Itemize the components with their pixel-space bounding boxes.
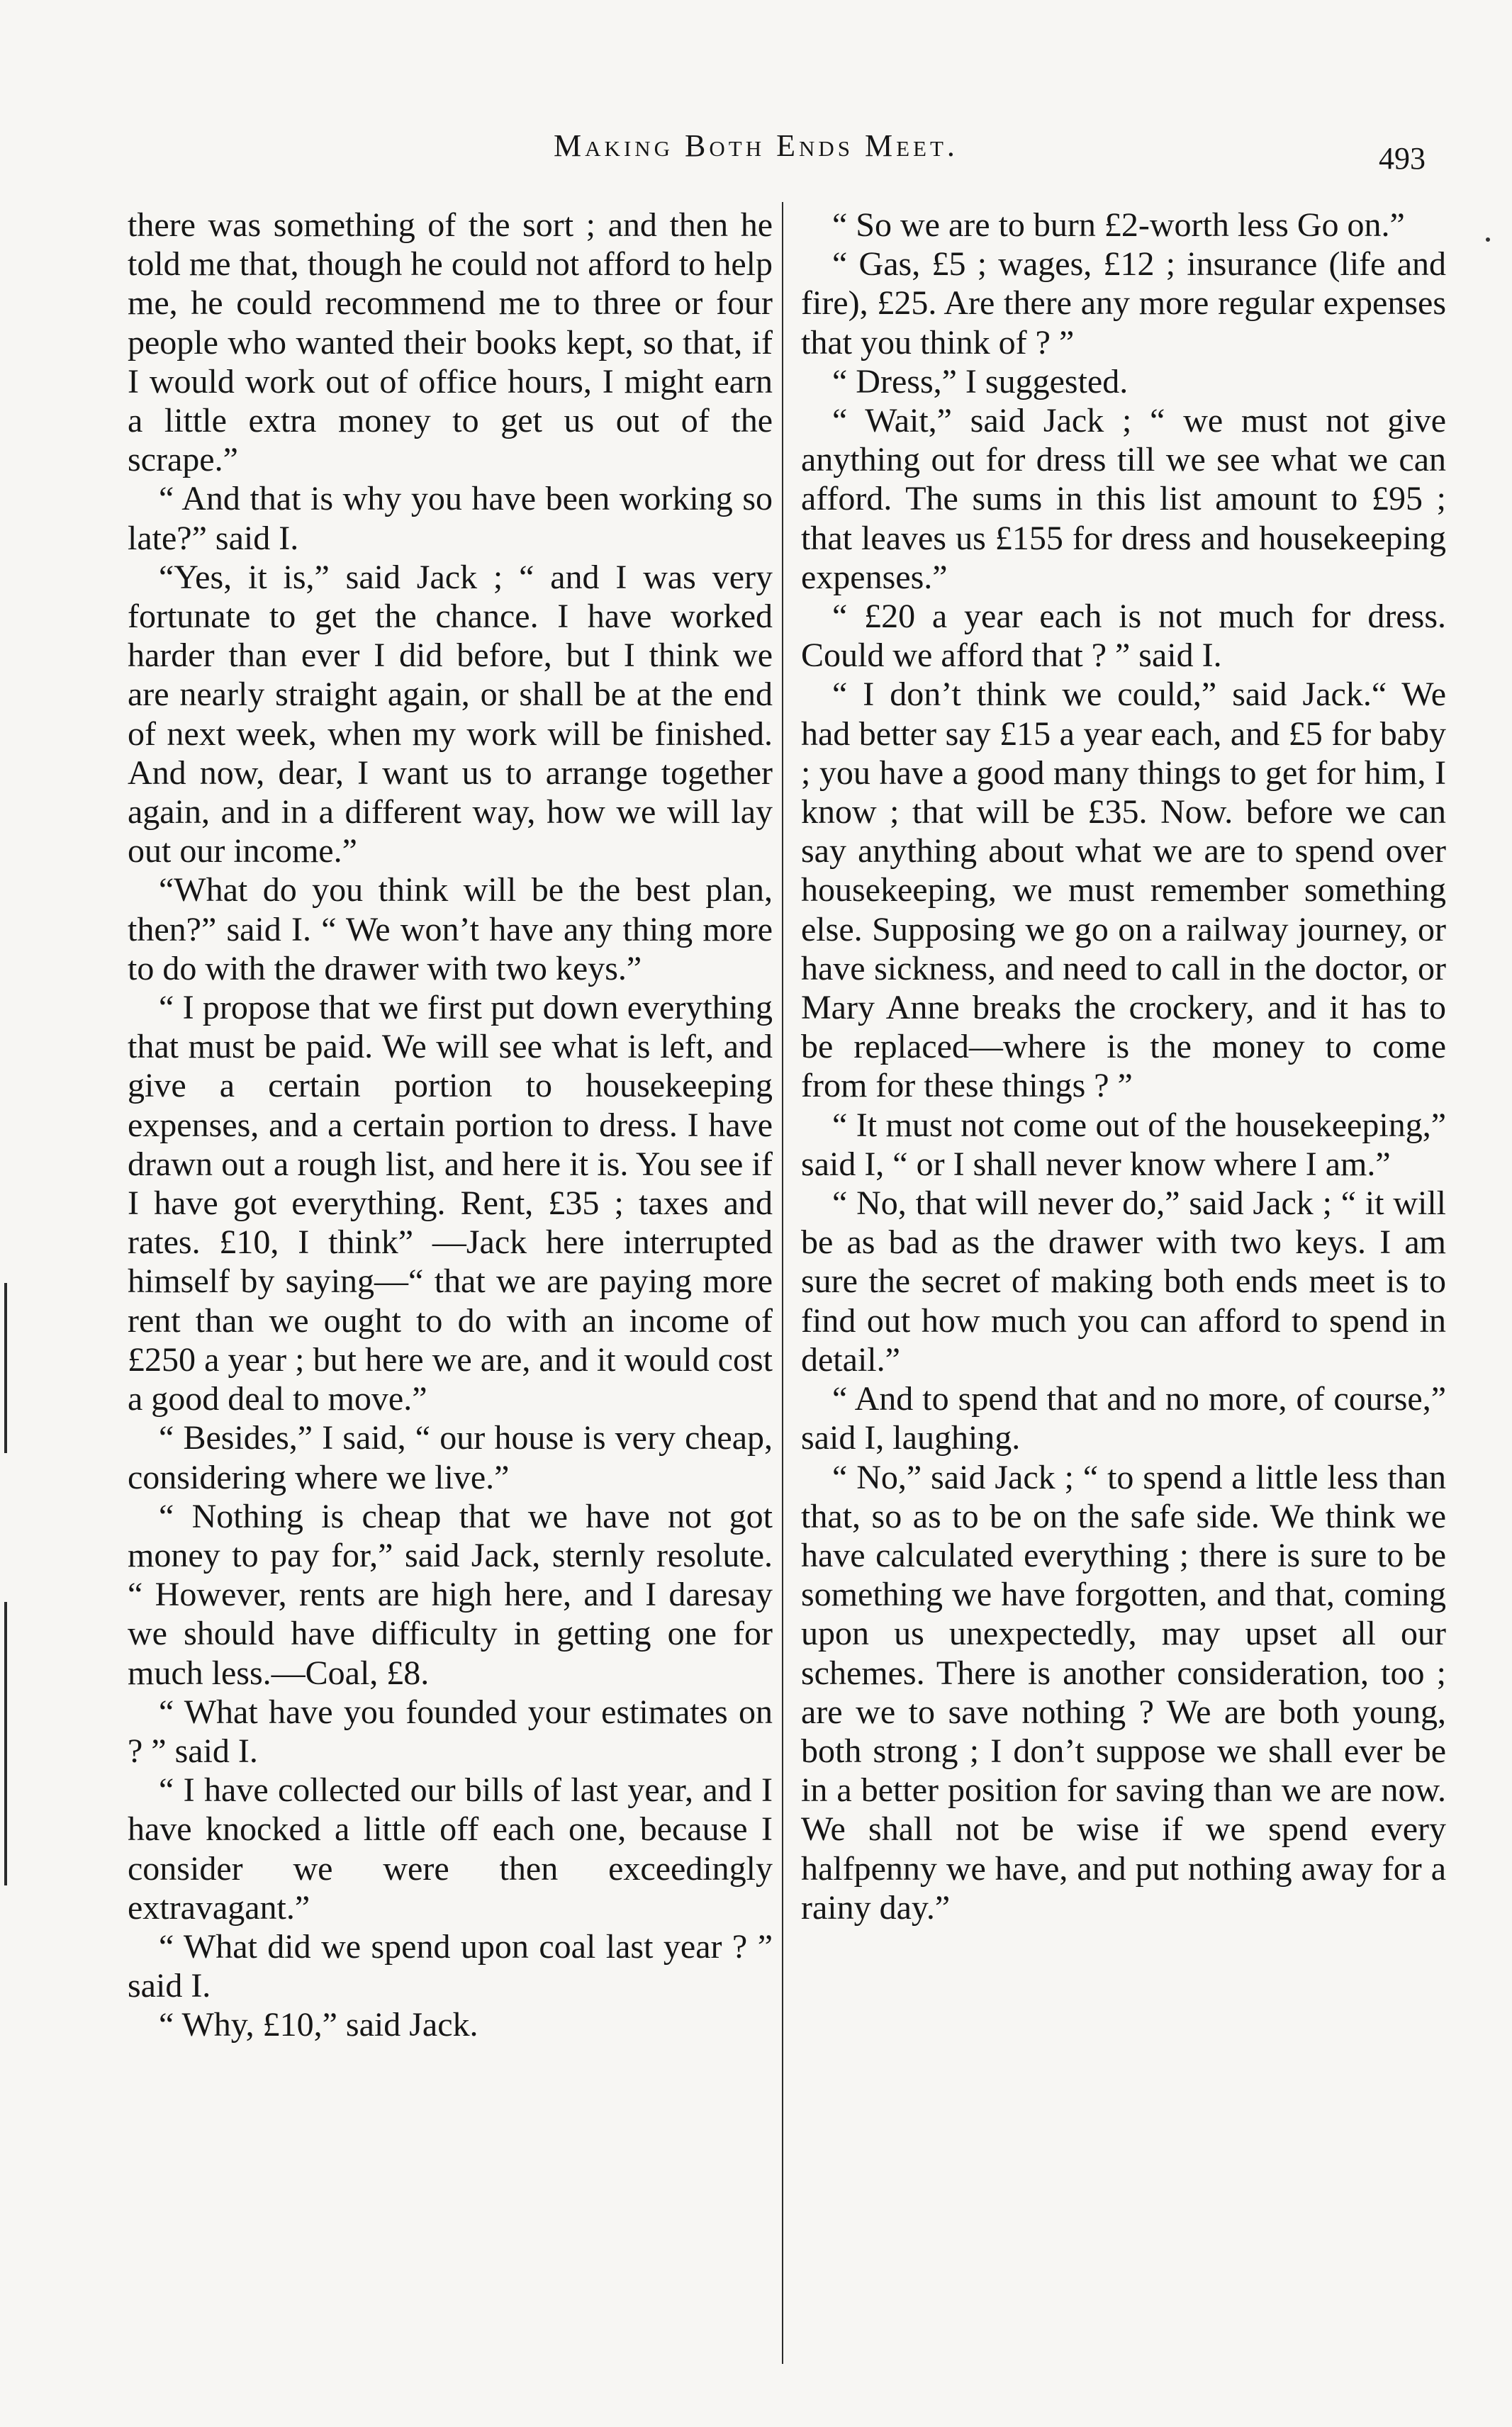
paragraph: “ Gas, £5 ; wages, £12 ; insurance (life and fire), £25. Are there any more regular expenses that you think of ? ” [801, 245, 1446, 361]
paragraph: “ What did we spend upon coal last year ? ” said I. [128, 1927, 773, 2005]
paragraph: “ I have collected our bills of last year, and I have knocked a little off each one, because I consider we were then exceedingly extravagant.” [128, 1771, 773, 1927]
paragraph: “ Why, £10,” said Jack. [159, 2006, 478, 2044]
paragraph: “ And that is why you have been working so late?” said I. [128, 480, 773, 557]
running-title: Making Both Ends Meet. [554, 128, 958, 163]
paragraph: “ Wait,” said Jack ; “ we must not give anything out for dress till we see what we can afford. The sums in this list amount to £95 ; that leaves us £155 for dress and housekeeping expenses.” [801, 402, 1446, 596]
margin-speck [1486, 237, 1490, 242]
margin-mark [4, 1283, 7, 1453]
paragraph: “What do you think will be the best plan, then?” said I. “ We won’t have any thing more to do with the drawer with two keys.” [128, 871, 773, 987]
paragraph: “ It must not come out of the housekeeping,” said I, “ or I shall never know where I am.” [801, 1106, 1446, 1183]
column-divider [782, 202, 783, 2364]
paragraph: “Yes, it is,” said Jack ; “ and I was very fortunate to get the chance. I have worked harder than ever I did before, but I think we are nearly straight again, or shall be at the end of next week, when my work will be finished. And now, dear, I want us to arrange together again, and in a different way, how we will lay out our income.” [128, 558, 773, 870]
paragraph: “ Dress,” I suggested. [832, 362, 1129, 400]
paragraph: “ So we are to burn £2-worth less Go on.” [832, 206, 1405, 244]
paragraph: “ No, that will never do,” said Jack ; “ it will be as bad as the drawer with two keys. I am sure the secret of making both ends meet is to find out how much you can afford to spend in detail.” [801, 1184, 1446, 1379]
paragraph: “ And to spend that and no more, of course,” said I, laughing. [801, 1380, 1446, 1457]
page-header [0, 128, 1512, 184]
page-number: 493 [1379, 141, 1426, 176]
paragraph: “ What have you founded your estimates on ? ” said I. [128, 1693, 773, 1770]
paragraph: “ I don’t think we could,” said Jack.“ We had better say £15 a year each, and £5 for baby ; you have a good many things to get for him, I know ; that will be £35. Now. before we can say anything about what we are to spend over housekeeping, we must remember something else. Supposing we go on a railway journey, or have sickness, and need to call in the doctor, or Mary Anne breaks the crockery, and it has to be replaced—where is the money to come from for these things ? ” [801, 676, 1446, 1105]
right-column [801, 206, 1446, 1927]
paragraph: “ Besides,” I said, “ our house is very cheap, considering where we live.” [128, 1419, 773, 1496]
paragraph: “ £20 a year each is not much for dress. Could we afford that ? ” said I. [801, 598, 1446, 675]
paragraph: “ No,” said Jack ; “ to spend a little less than that, so as to be on the safe side. We think we have calculated everything ; there is sure to be something we have forgotten, and that, coming upon us unexpectedly, may upset all our schemes. There is another consideration, too ; are we to save nothing ? We are both young, both strong ; I don’t suppose we shall ever be in a better position for saving than we are now. We shall not be wise if we spend every halfpenny we have, and put nothing away for a rainy day.” [801, 1458, 1446, 1927]
left-column [128, 206, 773, 2045]
paragraph: “ I propose that we first put down everything that must be paid. We will see what is left, and give a certain portion to housekeeping expenses, and a certain portion to dress. I have drawn out a rough list, and here it is. You see if I have got everything. Rent, £35 ; taxes and rates. £10, I think” —Jack here interrupted himself by saying—“ that we are paying more rent than we ought to do with an income of £250 a year ; but here we are, and it would cost a good deal to move.” [128, 989, 773, 1418]
margin-mark [4, 1602, 7, 1885]
paragraph: there was something of the sort ; and then he told me that, though he could not afford to help me, he could recommend me to three or four people who wanted their books kept, so that, if I would work out of office hours, I might earn a little extra money to get us out of the scrape.” [128, 206, 773, 479]
paragraph: “ Nothing is cheap that we have not got money to pay for,” said Jack, sternly resolute. “ However, rents are high here, and I daresay we should have difficulty in getting one for much less.—Coal, £8. [128, 1497, 773, 1692]
